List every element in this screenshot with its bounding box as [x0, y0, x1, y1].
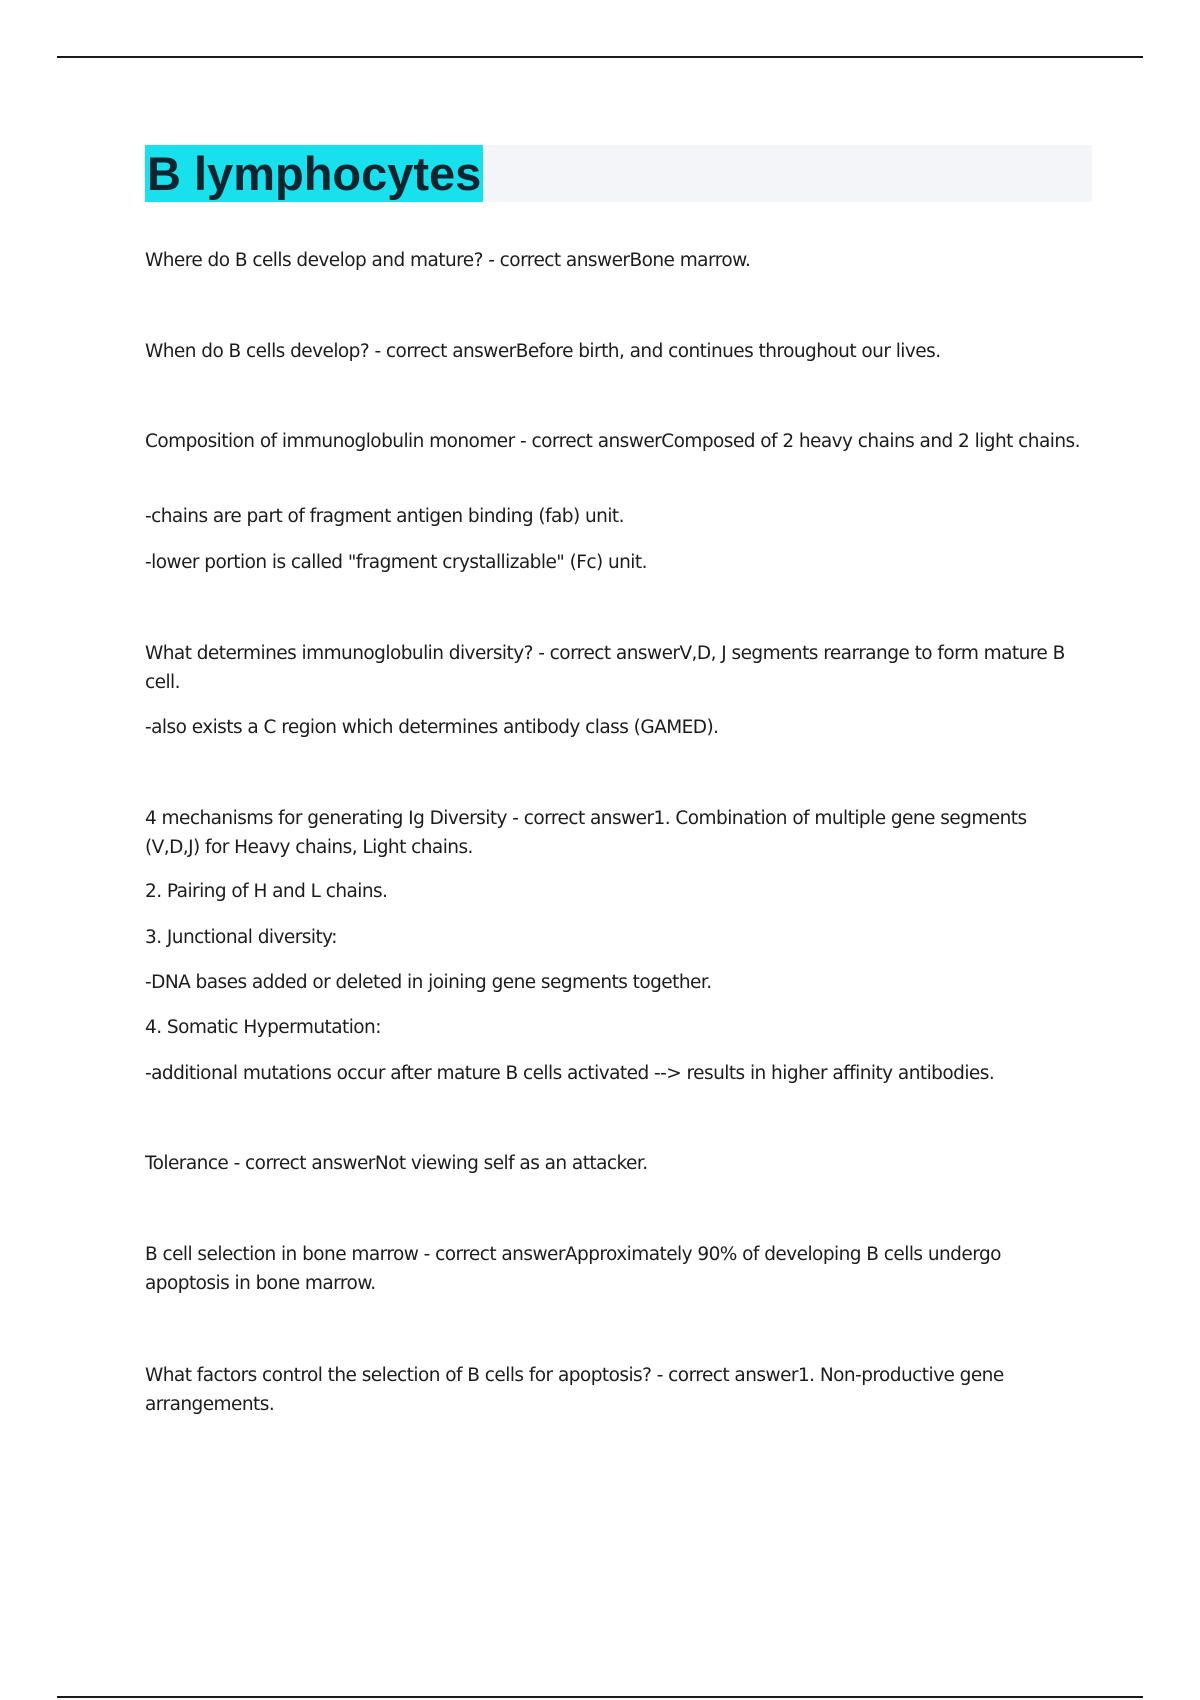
entry-additional-mutations: -additional mutations occur after mature B cells activated --> results in higher affinity antibodies.	[145, 1063, 995, 1084]
top-divider	[57, 56, 1143, 58]
bottom-divider	[57, 1696, 1143, 1698]
entry-tolerance: Tolerance - correct answerNot viewing self as an attacker.	[145, 1153, 648, 1174]
page-title: B lymphocytes	[147, 147, 482, 200]
entry-pairing-chains: 2. Pairing of H and L chains.	[145, 881, 388, 902]
entry-dna-bases: -DNA bases added or deleted in joining gene segments together.	[145, 972, 712, 993]
entry-bcell-development-location: Where do B cells develop and mature? - correct answerBone marrow.	[145, 250, 751, 271]
entry-fc-unit: -lower portion is called "fragment crystallizable" (Fc) unit.	[145, 552, 647, 573]
entry-junctional-diversity: 3. Junctional diversity:	[145, 927, 337, 948]
entry-fab-unit: -chains are part of fragment antigen binding (fab) unit.	[145, 506, 624, 527]
entry-immunoglobulin-composition: Composition of immunoglobulin monomer - correct answerComposed of 2 heavy chains and 2 light chains.	[145, 431, 1080, 452]
entry-apoptosis-factors: What factors control the selection of B cells for apoptosis? - correct answer1. Non-productive gene arrangements.	[145, 1365, 1004, 1415]
entry-somatic-hypermutation: 4. Somatic Hypermutation:	[145, 1017, 381, 1038]
entry-c-region: -also exists a C region which determines antibody class (GAMED).	[145, 717, 719, 738]
entry-bcell-selection: B cell selection in bone marrow - correct answerApproximately 90% of developing B cells undergo apoptosis in bone marrow.	[145, 1244, 1001, 1294]
entry-bcell-development-timing: When do B cells develop? - correct answerBefore birth, and continues throughout our lives.	[145, 341, 941, 362]
entry-immunoglobulin-diversity: What determines immunoglobulin diversity? - correct answerV,D, J segments rearrange to form mature B cell.	[145, 643, 1065, 693]
entry-ig-diversity-mechanisms: 4 mechanisms for generating Ig Diversity - correct answer1. Combination of multiple gene segments (V,D,J) for Heavy chains, Light chains.	[145, 808, 1027, 858]
